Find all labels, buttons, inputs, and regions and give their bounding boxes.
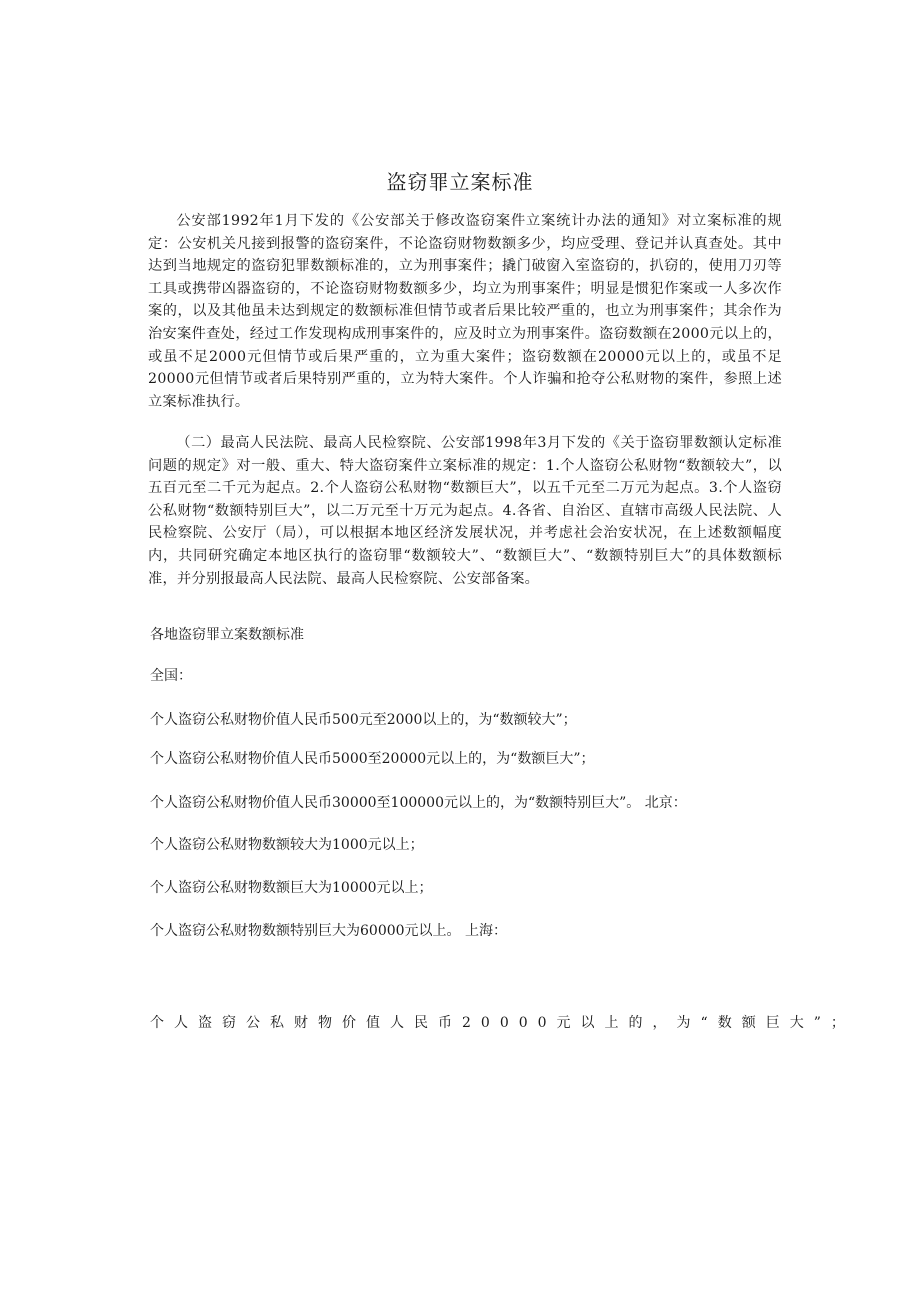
national-line-especially-huge: 个人盗窃公私财物价值人民币30000至100000元以上的，为“数额特别巨大”。 北京： bbox=[150, 795, 687, 811]
paragraph-1992-rules: 公安部1992年1月下发的《公安部关于修改盗窃案件立案统计办法的通知》对立案标准的规定：公安机关凡接到报警的盗窃案件，不论盗窃财物数额多少，均应受理、登记并认真查处。其中达到当地规定的盗窃犯罪数额标准的，立为刑事案件；撬门破窗入室盗窃的，扒窃的，使用刀刃等工具或携带凶器盗窃的，不论盗窃财物数额多少，均立为刑事案件；明显是惯犯作案或一人多次作案的，以及其他虽未达到规定的数额标准但情节或者后果比较严重的，也立为刑事案件；其余作为治安案件查处，经过工作发现构成刑事案件的，应及时立为刑事案件。盗窃数额在2000元以上的，或虽不足2000元但情节或后果严重的，立为重大案件；盗窃数额在20000元以上的，或虽不足20000元但情节或者后果特别严重的，立为特大案件。个人诈骗和抢夺公私财物的案件，参照上述立案标准执行。 bbox=[148, 213, 782, 410]
shanghai-line-huge: 个人盗窃公私财物价值人民币20000元以上的，为“数额巨大”； bbox=[150, 1015, 855, 1031]
regional-standards-heading: 各地盗窃罪立案数额标准 bbox=[150, 627, 304, 643]
paragraph-1998-rules: （二）最高人民法院、最高人民检察院、公安部1998年3月下发的《关于盗窃罪数额认定标准问题的规定》对一般、重大、特大盗窃案件立案标准的规定：1.个人盗窃公私财物“数额较大”，以五百元至二千元为起点。2.个人盗窃公私财物“数额巨大”，以五千元至二万元为起点。3.个人盗窃公私财物“数额特别巨大”，以二万元至十万元为起点。4.各省、自治区、直辖市高级人民法院、人民检察院、公安厅（局），可以根据本地区经济发展状况，并考虑社会治安状况，在上述数额幅度内，共同研究确定本地区执行的盗窃罪“数额较大”、“数额巨大”、“数额特别巨大”的具体数额标准，并分别报最高人民法院、最高人民检察院、公安部备案。 bbox=[148, 435, 782, 587]
document-title: 盗窃罪立案标准 bbox=[386, 170, 534, 194]
national-line-large: 个人盗窃公私财物价值人民币500元至2000以上的，为“数额较大”； bbox=[150, 712, 577, 728]
national-label: 全国： bbox=[150, 668, 192, 684]
national-line-huge: 个人盗窃公私财物价值人民币5000至20000元以上的，为“数额巨大”； bbox=[150, 751, 595, 767]
beijing-line-huge: 个人盗窃公私财物数额巨大为10000元以上； bbox=[150, 880, 433, 896]
beijing-line-large: 个人盗窃公私财物数额较大为1000元以上； bbox=[150, 837, 424, 853]
beijing-line-especially-huge: 个人盗窃公私财物数额特别巨大为60000元以上。 上海： bbox=[150, 923, 507, 939]
